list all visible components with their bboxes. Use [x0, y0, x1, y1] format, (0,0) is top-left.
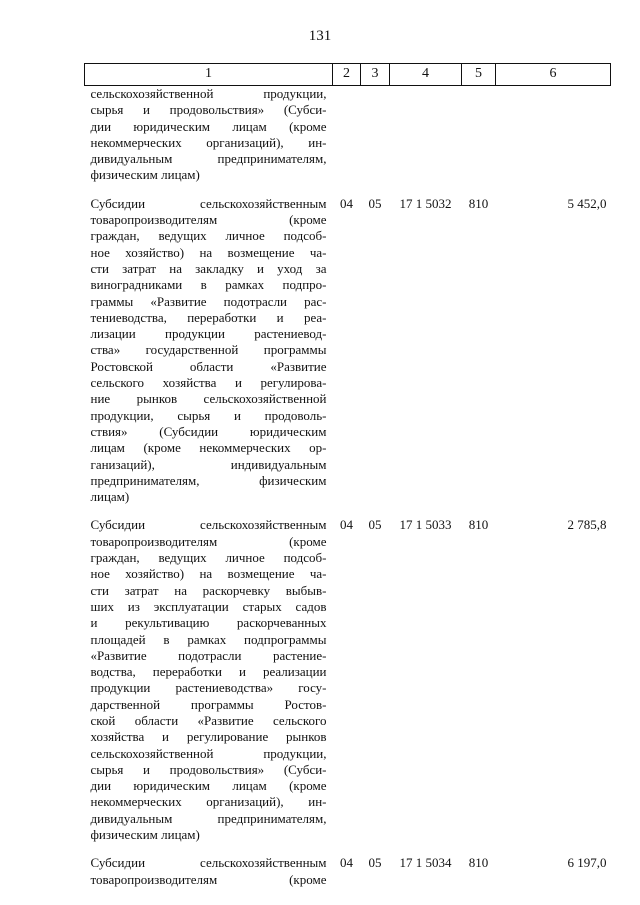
budget-table	[84, 63, 611, 888]
text-line: Субсидии сельскохозяйственным	[90, 195, 327, 211]
text-line: ших из эксплуатации старых садов	[90, 598, 327, 614]
row-description	[85, 517, 333, 843]
column-header-6: 6	[496, 64, 611, 86]
text-line: товаропроизводителям (кроме	[90, 871, 327, 887]
text-line: ние рынков сельскохозяйственной	[90, 391, 327, 407]
text-line: ства» государственной программы	[90, 342, 327, 358]
text-line: сельского хозяйства и регулирова-	[90, 375, 327, 391]
section-code: 04	[340, 517, 353, 533]
text-line: хозяйства и регулирование рынков	[90, 729, 327, 745]
text-line: предпринимателям, физическим	[90, 472, 327, 488]
text-line: сельскохозяйственной продукции,	[90, 86, 327, 101]
table-row	[85, 196, 611, 506]
text-line: ской области «Развитие сельского	[90, 712, 327, 728]
text-line: ганизаций), индивидуальным	[90, 456, 327, 472]
subsection-code: 05	[368, 517, 382, 533]
text-line: некоммерческих организаций), ин-	[90, 794, 327, 810]
amount-value: 6 197,0	[567, 855, 607, 871]
column-header-5: 5	[462, 64, 496, 86]
text-line: граммы «Развитие подотрасли рас-	[90, 293, 327, 309]
text-line: дии юридическим лицам (кроме	[90, 778, 327, 794]
row-spacer	[85, 505, 611, 517]
text-line: физическим лицам)	[90, 167, 200, 183]
expense-type-code: 810	[468, 517, 489, 533]
text-line: физическим лицам)	[90, 827, 200, 843]
row-description	[85, 196, 333, 506]
amount-value: 2 785,8	[567, 517, 607, 533]
text-line: ное хозяйство) на возмещение ча-	[90, 244, 327, 260]
text-line: тениеводства, переработки и реа-	[90, 309, 327, 325]
section-code: 04	[340, 195, 353, 211]
text-line: дивидуальным предпринимателям,	[90, 810, 327, 826]
column-header-2: 2	[333, 64, 361, 86]
text-line: товаропроизводителям (кроме	[90, 212, 327, 228]
text-line: Субсидии сельскохозяйственным	[90, 517, 327, 533]
text-line: дивидуальным предпринимателям,	[90, 151, 327, 167]
text-line: граждан, ведущих личное подсоб-	[90, 228, 327, 244]
text-line: и рекультивацию раскорчеванных	[90, 615, 327, 631]
expense-type-code: 810	[468, 195, 489, 211]
text-line: сырья и продовольствия» (Субси-	[90, 761, 327, 777]
column-header-3: 3	[361, 64, 390, 86]
text-line: Субсидии сельскохозяйственным	[90, 855, 327, 871]
target-article-code: 17 1 5034	[399, 855, 452, 871]
text-line: лицам)	[90, 489, 130, 505]
text-line: товаропроизводителям (кроме	[90, 533, 327, 549]
text-line: площадей в рамках подпрограммы	[90, 631, 327, 647]
text-line: ствия» (Субсидии юридическим	[90, 423, 327, 439]
column-header-4: 4	[390, 64, 462, 86]
table-row	[85, 855, 611, 888]
subsection-code: 05	[368, 195, 382, 211]
column-header-1: 1	[85, 64, 333, 86]
text-line: продукции растениеводства» госу-	[90, 680, 327, 696]
text-line: дии юридическим лицам (кроме	[90, 118, 327, 134]
text-line: лицам (кроме некоммерческих ор-	[90, 440, 327, 456]
amount-value: 5 452,0	[567, 195, 607, 211]
table-header	[85, 64, 611, 86]
section-code: 04	[340, 855, 353, 871]
table-body	[85, 86, 611, 888]
continuation-row	[85, 86, 611, 184]
row-spacer	[85, 184, 611, 196]
text-line: продукции, сырья и продоволь-	[90, 407, 327, 423]
continuation-description	[85, 86, 333, 184]
row-description	[85, 855, 333, 888]
row-spacer	[85, 843, 611, 855]
text-line: ное хозяйство) на возмещение ча-	[90, 566, 327, 582]
text-line: Ростовской области «Развитие	[90, 358, 327, 374]
text-line: сти затрат на раскорчевку выбыв-	[90, 582, 327, 598]
text-line: сельскохозяйственной продукции,	[90, 745, 327, 761]
text-line: граждан, ведущих личное подсоб-	[90, 550, 327, 566]
target-article-code: 17 1 5032	[399, 195, 452, 211]
text-line: сти затрат на закладку и уход за	[90, 260, 327, 276]
target-article-code: 17 1 5033	[399, 517, 452, 533]
text-line: сырья и продовольствия» (Субси-	[90, 102, 327, 118]
text-line: лизации продукции растениевод-	[90, 326, 327, 342]
text-line: виноградниками в рамках подпро-	[90, 277, 327, 293]
text-line: дарственной программы Ростов-	[90, 696, 327, 712]
subsection-code: 05	[368, 855, 382, 871]
page-number: 131	[308, 28, 332, 44]
table-row	[85, 517, 611, 843]
text-line: водства, переработки и реализации	[90, 664, 327, 680]
expense-type-code: 810	[468, 855, 489, 871]
text-line: «Развитие подотрасли растение-	[90, 647, 327, 663]
text-line: некоммерческих организаций), ин-	[90, 134, 327, 150]
